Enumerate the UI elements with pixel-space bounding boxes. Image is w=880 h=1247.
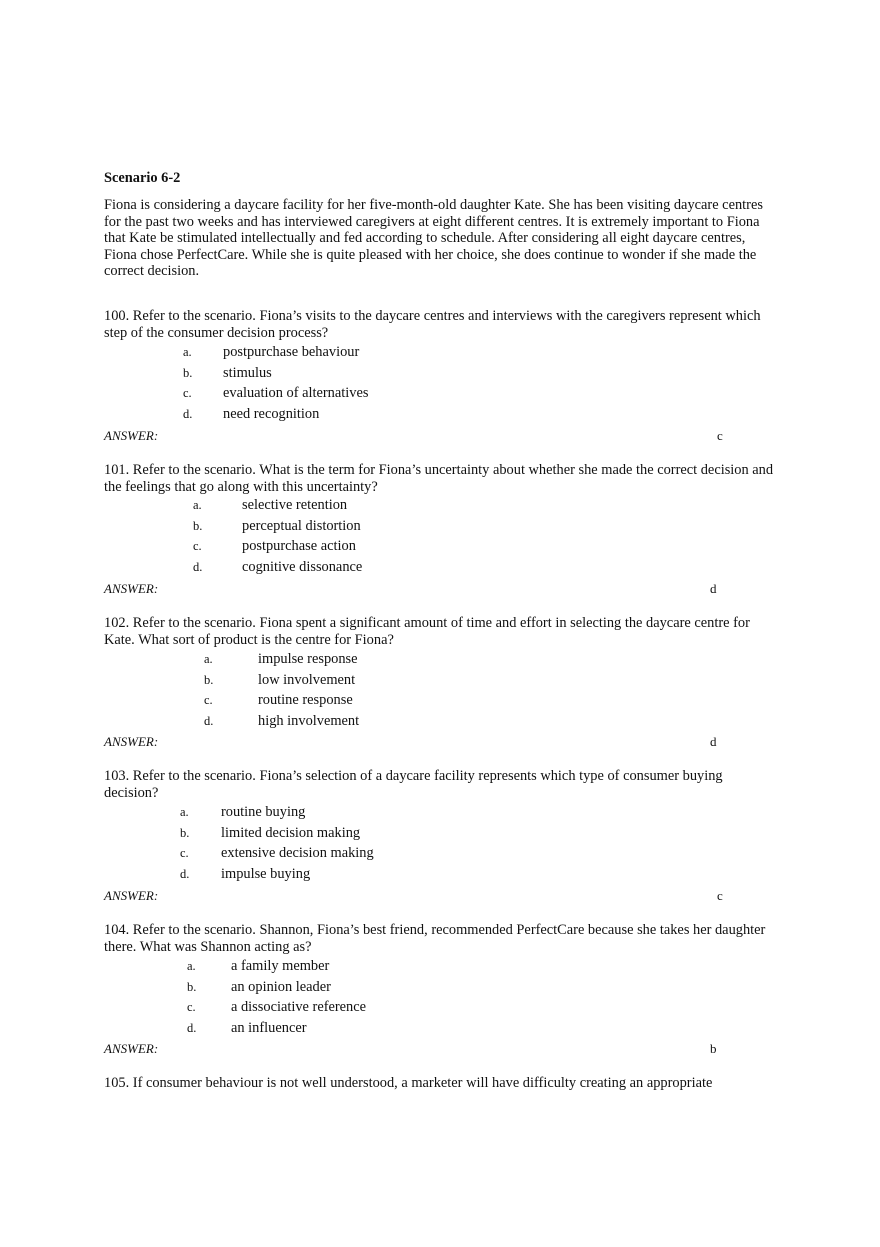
scenario-text: Fiona is considering a daycare facility for her five-month-old daughter Kate. She has been visiting daycare centres for the past two weeks and has interviewed caregivers at eight different centres. It is extremely important to Fiona that Kate be stimulated intellectually and fed according to schedule. After considering all eight daycare centres, Fiona chose PerfectCare. While she is quite pleased with her choice, she does continue to wonder if she made the correct decision. <box>104 197 763 279</box>
option <box>180 825 374 846</box>
option-letter: a. <box>180 805 189 819</box>
question-103: 103. Refer to the scenario. Fiona’s selection of a daycare facility represents which type of consumer buying decision? <box>104 768 723 801</box>
question-102: 102. Refer to the scenario. Fiona spent a significant amount of time and effort in selecting the daycare centre for Kate. What sort of product is the centre for Fiona? <box>104 615 750 648</box>
option-text: evaluation of alternatives <box>223 385 369 402</box>
option-letter: a. <box>187 959 196 973</box>
option-letter: c. <box>187 1000 196 1015</box>
option-letter: d. <box>204 714 214 729</box>
option-letter: d. <box>180 867 190 882</box>
option <box>193 559 362 580</box>
answer-value: c <box>717 888 723 903</box>
option-letter: d. <box>193 560 203 575</box>
option <box>183 344 368 365</box>
option <box>193 518 362 539</box>
option-text: a family member <box>231 958 330 974</box>
answer-label: ANSWER: <box>104 428 159 443</box>
options-100 <box>183 344 368 427</box>
option-text: perceptual distortion <box>242 517 361 534</box>
option-letter: d. <box>187 1021 197 1036</box>
option-text: an influencer <box>231 1020 307 1037</box>
option <box>187 979 366 1000</box>
option-letter: a. <box>183 345 192 359</box>
option <box>193 497 362 518</box>
option-text: low involvement <box>258 671 356 688</box>
options-104 <box>187 958 366 1041</box>
option <box>187 1020 366 1041</box>
question-105: 105. If consumer behaviour is not well understood, a marketer will have difficulty creating an appropriate <box>104 1075 713 1091</box>
option-text: impulse buying <box>221 866 311 883</box>
option-text: extensive decision making <box>221 845 374 862</box>
option-letter: c. <box>193 539 202 554</box>
answer-label: ANSWER: <box>104 888 159 903</box>
option-text: postpurchase behaviour <box>223 344 360 360</box>
option-text: need recognition <box>223 406 320 423</box>
answer-value: d <box>710 581 717 596</box>
options-103 <box>180 804 374 887</box>
option-letter: c. <box>183 386 192 401</box>
option <box>204 651 359 672</box>
answer-label: ANSWER: <box>104 1041 159 1056</box>
option-letter: a. <box>204 652 213 666</box>
option-letter: d. <box>183 407 193 422</box>
options-102 <box>204 651 359 734</box>
option <box>193 538 362 559</box>
option <box>180 845 374 866</box>
option-letter: b. <box>180 825 190 840</box>
answer-value: d <box>710 734 717 749</box>
option-text: stimulus <box>223 364 272 381</box>
option-letter: b. <box>183 365 193 380</box>
option <box>180 804 374 825</box>
option-text: postpurchase action <box>242 538 356 555</box>
option-text: routine buying <box>221 804 306 820</box>
option <box>183 385 368 406</box>
answer-value: b <box>710 1041 717 1056</box>
question-100: 100. Refer to the scenario. Fiona’s visits to the daycare centres and interviews with the caregivers represent which step of the consumer decision process? <box>104 308 761 341</box>
option <box>183 365 368 386</box>
option <box>187 999 366 1020</box>
option <box>187 958 366 979</box>
option-letter: b. <box>187 979 197 994</box>
scenario-title: Scenario 6-2 <box>104 170 181 186</box>
option-text: high involvement <box>258 713 360 730</box>
option-letter: c. <box>204 693 213 708</box>
option-text: cognitive dissonance <box>242 559 363 576</box>
options-101 <box>193 497 362 580</box>
option-text: routine response <box>258 692 353 709</box>
option-text: an opinion leader <box>231 978 331 995</box>
question-101: 101. Refer to the scenario. What is the term for Fiona’s uncertainty about whether she made the correct decision and the feelings that go along with this uncertainty? <box>104 462 774 495</box>
option-letter: a. <box>193 498 202 512</box>
answer-value: c <box>717 428 723 443</box>
answer-label: ANSWER: <box>104 581 159 596</box>
question-104: 104. Refer to the scenario. Shannon, Fiona’s best friend, recommended PerfectCare because she takes her daughter there. What was Shannon acting as? <box>104 922 766 955</box>
option-text: selective retention <box>242 497 348 513</box>
option <box>204 692 359 713</box>
option-letter: b. <box>193 518 203 533</box>
option-text: impulse response <box>258 651 358 667</box>
option <box>183 406 368 427</box>
answer-label: ANSWER: <box>104 734 159 749</box>
option <box>180 866 374 887</box>
option-letter: c. <box>180 846 189 861</box>
option-letter: b. <box>204 672 214 687</box>
option <box>204 713 359 734</box>
option-text: limited decision making <box>221 824 361 841</box>
option <box>204 672 359 693</box>
option-text: a dissociative reference <box>231 999 367 1016</box>
